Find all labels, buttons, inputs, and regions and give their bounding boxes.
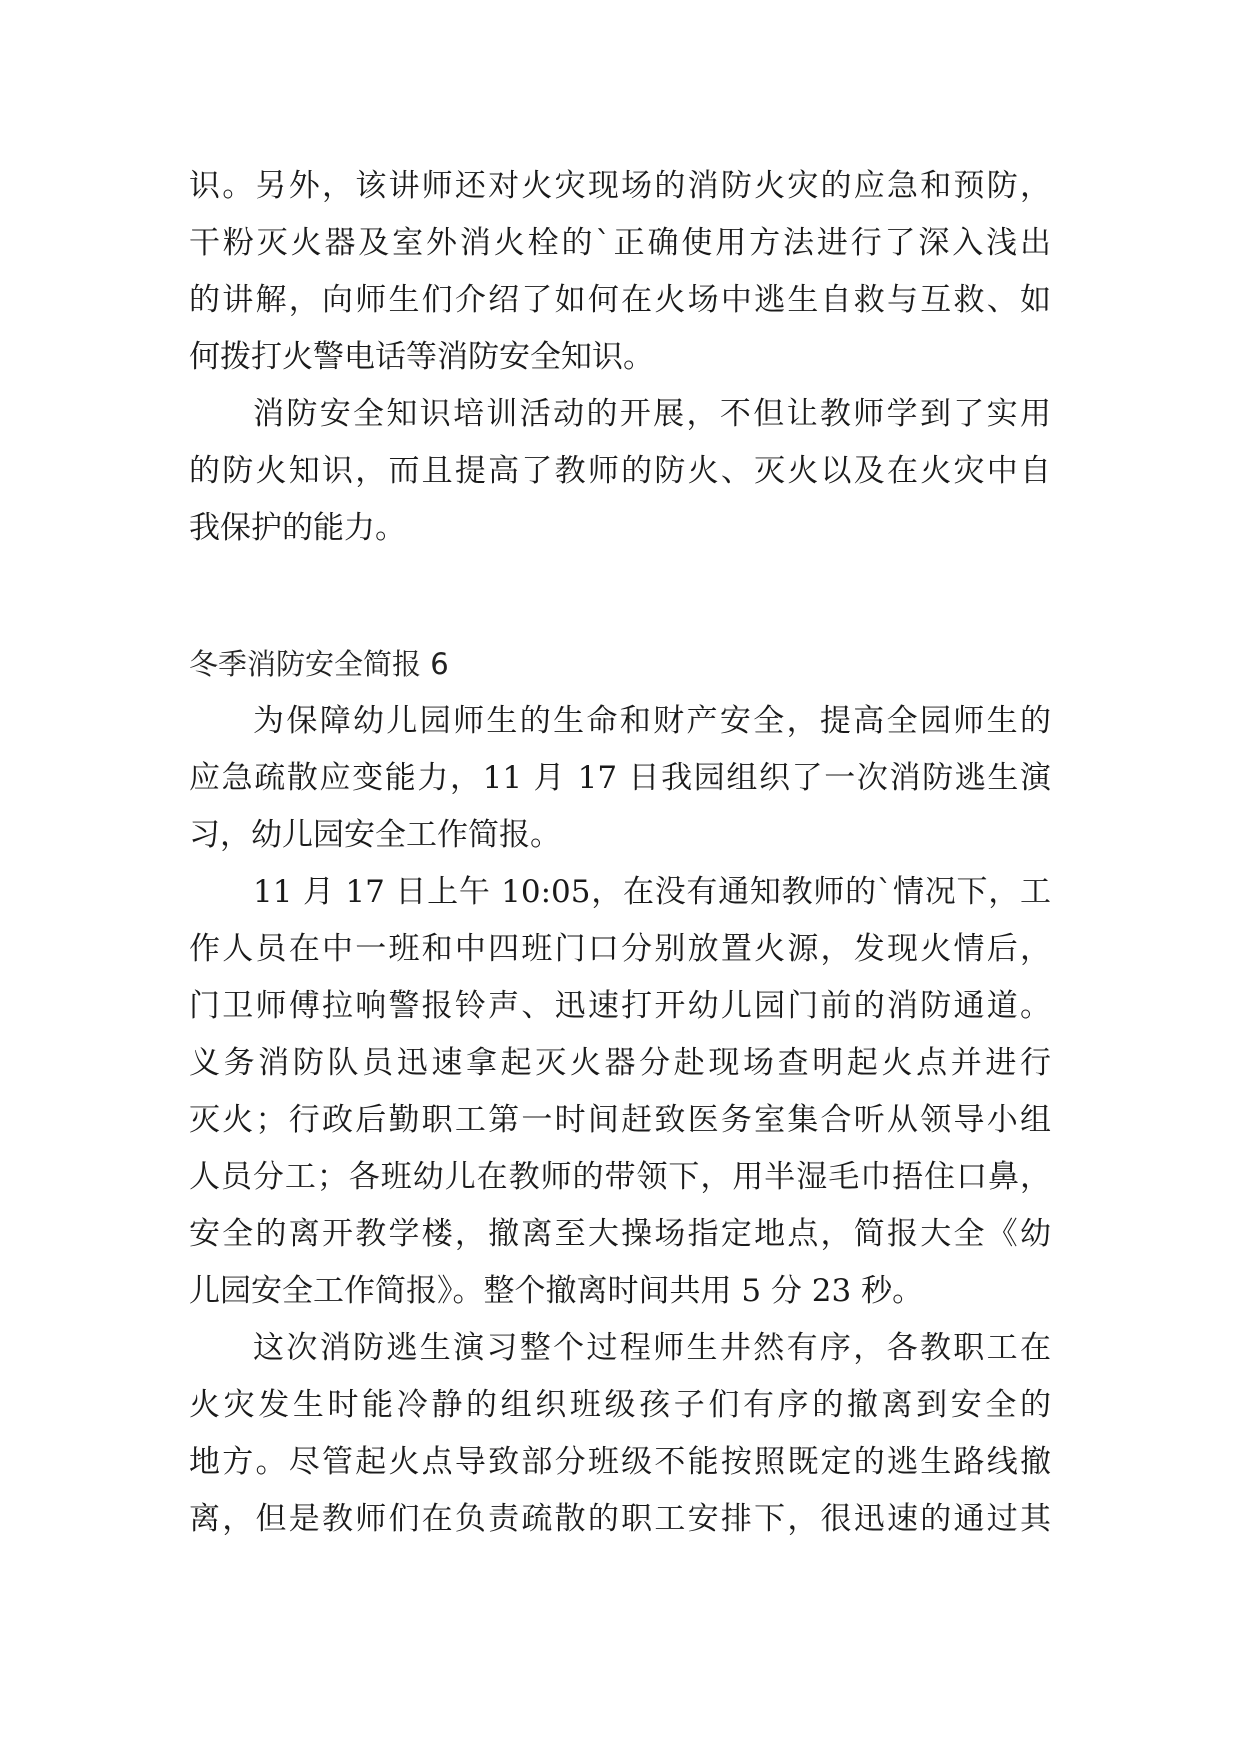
document-body bbox=[189, 158, 1051, 1548]
text-line: 识。另外，该讲师还对火灾现场的消防火灾的应急和预防， bbox=[189, 168, 1051, 204]
text-line: 何拨打火警电话等消防安全知识。 bbox=[189, 339, 654, 375]
paragraph-drill-intro bbox=[189, 693, 1051, 864]
text-line: 我保护的能力。 bbox=[189, 510, 406, 546]
text-line: 门卫师傅拉响警报铃声、迅速打开幼儿园门前的消防通道。 bbox=[189, 988, 1051, 1024]
section-spacer bbox=[189, 557, 1051, 636]
text-line: 地方。尽管起火点导致部分班级不能按照既定的逃生路线撤 bbox=[189, 1444, 1051, 1480]
text-line: 的讲解，向师生们介绍了如何在火场中逃生自救与互救、如 bbox=[189, 282, 1051, 318]
paragraph-fire-training-continued bbox=[189, 158, 1051, 386]
text-line: 消防安全知识培训活动的开展，不但让教师学到了实用 bbox=[253, 396, 1051, 432]
text-line: 应急疏散应变能力，11 月 17 日我园组织了一次消防逃生演 bbox=[189, 760, 1051, 796]
text-line: 灭火；行政后勤职工第一时间赶致医务室集合听从领导小组 bbox=[189, 1102, 1051, 1138]
text-line: 11 月 17 日上午 10:05，在没有通知教师的`情况下，工 bbox=[253, 874, 1051, 910]
text-line: 人员分工；各班幼儿在教师的带领下，用半湿毛巾捂住口鼻， bbox=[189, 1159, 1051, 1195]
paragraph-training-outcome bbox=[189, 386, 1051, 557]
text-line: 儿园安全工作简报》。整个撤离时间共用 5 分 23 秒。 bbox=[189, 1273, 924, 1309]
text-line: 义务消防队员迅速拿起灭火器分赴现场查明起火点并进行 bbox=[189, 1045, 1051, 1081]
text-line: 离，但是教师们在负责疏散的职工安排下，很迅速的通过其 bbox=[189, 1501, 1051, 1537]
text-line: 这次消防逃生演习整个过程师生井然有序，各教职工在 bbox=[253, 1330, 1051, 1366]
text-line: 习，幼儿园安全工作简报。 bbox=[189, 817, 561, 853]
text-line: 安全的离开教学楼，撤离至大操场指定地点，简报大全《幼 bbox=[189, 1216, 1051, 1252]
text-line: 干粉灭火器及室外消火栓的`正确使用方法进行了深入浅出 bbox=[189, 225, 1051, 261]
text-line: 作人员在中一班和中四班门口分别放置火源，发现火情后， bbox=[189, 931, 1051, 967]
text-line: 火灾发生时能冷静的组织班级孩子们有序的撤离到安全的 bbox=[189, 1387, 1051, 1423]
text-line: 的防火知识，而且提高了教师的防火、灭火以及在火灾中自 bbox=[189, 453, 1051, 489]
paragraph-drill-process bbox=[189, 864, 1051, 1320]
text-line: 为保障幼儿园师生的生命和财产安全，提高全园师生的 bbox=[253, 703, 1051, 739]
section-title: 冬季消防安全简报 6 bbox=[189, 647, 449, 681]
paragraph-drill-evaluation bbox=[189, 1320, 1051, 1548]
